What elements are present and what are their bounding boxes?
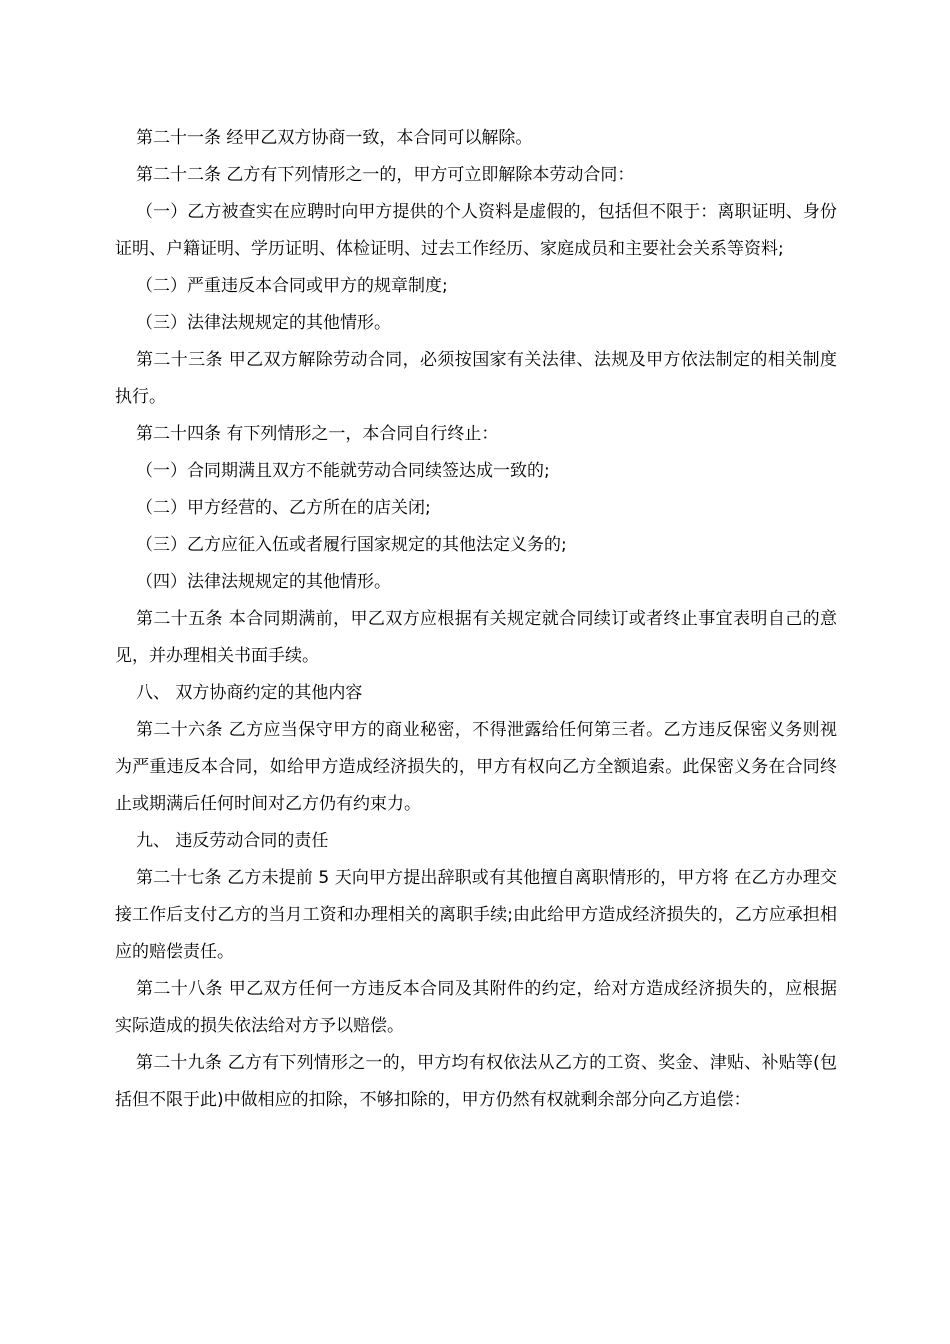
section-heading-9: 九、 违反劳动合同的责任 <box>136 831 329 851</box>
paragraph-24-item-2: （二）甲方经营的、乙方所在的店关闭; <box>136 498 431 518</box>
paragraph-article-21: 第二十一条 经甲乙双方协商一致，本合同可以解除。 <box>136 128 533 148</box>
paragraph-24-item-3: （三）乙方应征入伍或者履行国家规定的其他法定义务的; <box>136 535 567 555</box>
paragraph-article-28: 第二十八条 甲乙双方任何一方违反本合同及其附件的约定，给对方造成经济损失的，应根据实际造成的损失依法给对方予以赔偿。 <box>115 979 837 1036</box>
paragraph-22-item-3: （三）法律法规规定的其他情形。 <box>136 313 391 333</box>
paragraph-article-22: 第二十二条 乙方有下列情形之一的，甲方可立即解除本劳动合同： <box>136 165 635 185</box>
paragraph-24-item-4: （四）法律法规规定的其他情形。 <box>136 572 391 592</box>
paragraph-article-26: 第二十六条 乙方应当保守甲方的商业秘密，不得泄露给任何第三者。乙方违反保密义务则视为严重违反本合同，如给甲方造成经济损失的，甲方有权向乙方全额追索。此保密义务在合同终止或期满后任何时间对乙方仍有约束力。 <box>115 720 837 814</box>
document-body <box>115 120 837 1119</box>
paragraph-article-29: 第二十九条 乙方有下列情形之一的，甲方均有权依法从乙方的工资、奖金、津贴、补贴等(包括但不限于此)中做相应的扣除，不够扣除的，甲方仍然有权就剩余部分向乙方追偿： <box>115 1053 837 1110</box>
paragraph-22-item-2: （二）严重违反本合同或甲方的规章制度; <box>136 276 448 296</box>
paragraph-article-27: 第二十七条 乙方未提前 5 天向甲方提出辞职或有其他擅自离职情形的，甲方将 在乙方办理交接工作后支付乙方的当月工资和办理相关的离职手续;由此给甲方造成经济损失的，乙方应承担相应的赔偿责任。 <box>115 868 837 962</box>
paragraph-article-23: 第二十三条 甲乙双方解除劳动合同，必须按国家有关法律、法规及甲方依法制定的相关制度执行。 <box>115 350 837 407</box>
section-heading-8: 八、 双方协商约定的其他内容 <box>136 683 363 703</box>
paragraph-24-item-1: （一）合同期满且双方不能就劳动合同续签达成一致的; <box>136 461 550 481</box>
paragraph-22-item-1: （一）乙方被查实在应聘时向甲方提供的个人资料是虚假的，包括但不限于：离职证明、身份证明、户籍证明、学历证明、体检证明、过去工作经历、家庭成员和主要社会关系等资料; <box>115 202 837 259</box>
paragraph-article-24: 第二十四条 有下列情形之一，本合同自行终止： <box>136 424 499 444</box>
paragraph-article-25: 第二十五条 本合同期满前，甲乙双方应根据有关规定就合同续订或者终止事宜表明自己的意见，并办理相关书面手续。 <box>115 609 837 666</box>
